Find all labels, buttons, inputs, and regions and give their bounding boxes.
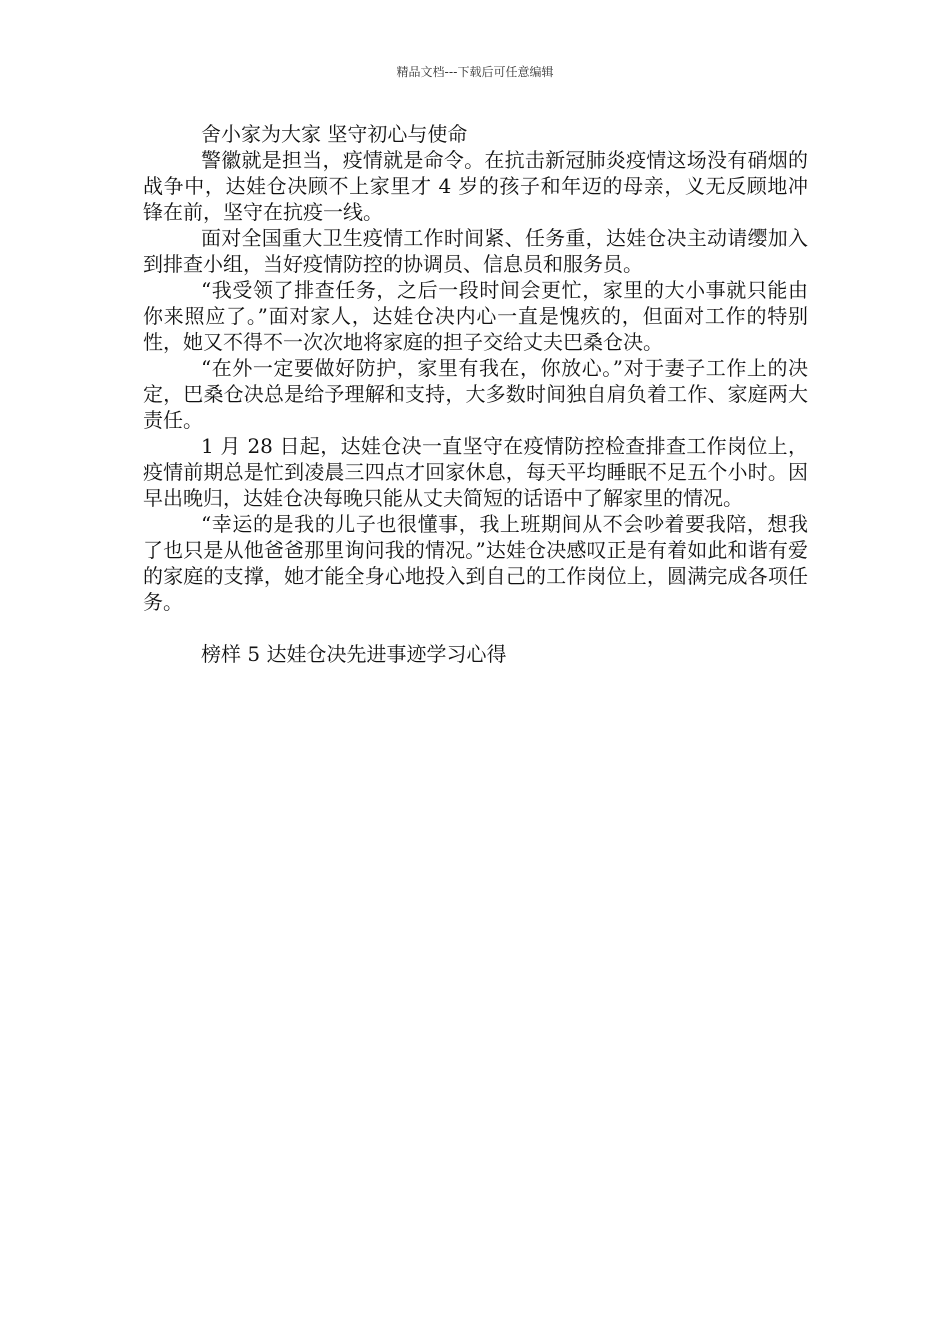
article-paragraph-1: 警徽就是担当，疫情就是命令。在抗击新冠肺炎疫情这场没有硝烟的战争中，达娃仓决顾不上家里才 4 岁的孩子和年迈的母亲，义无反顾地冲锋在前，坚守在抗疫一线。	[143, 148, 808, 224]
article-paragraph-5: 1 月 28 日起，达娃仓决一直坚守在疫情防控检查排查工作岗位上，疫情前期总是忙到凌晨三四点才回家休息，每天平均睡眠不足五个小时。因早出晚归，达娃仓决每晚只能从丈夫简短的话语中了解家里的情况。	[143, 434, 808, 510]
article-paragraph-3: “我受领了排查任务，之后一段时间会更忙，家里的大小事就只能由你来照应了。”面对家人，达娃仓决内心一直是愧疚的，但面对工作的特别性，她又不得不一次次地将家庭的担子交给丈夫巴桑仓决。	[143, 278, 808, 354]
page-header: 精品文档---下载后可任意编辑	[396, 65, 554, 79]
section-spacer	[143, 615, 808, 641]
article-paragraph-6: “幸运的是我的儿子也很懂事，我上班期间从不会吵着要我陪，想我了也只是从他爸爸那里询问我的情况。”达娃仓决感叹正是有着如此和谐有爱的家庭的支撑，她才能全身心地投入到自己的工作岗位上，圆满完成各项任务。	[143, 512, 808, 614]
section-heading: 榜样 5 达娃仓决先进事迹学习心得	[201, 642, 507, 666]
article-paragraph-4: “在外一定要做好防护，家里有我在，你放心。”对于妻子工作上的决定，巴桑仓决总是给予理解和支持，大多数时间独自肩负着工作、家庭两大责任。	[143, 356, 808, 432]
article-title: 舍小家为大家 坚守初心与使命	[201, 122, 468, 146]
article-body	[143, 121, 808, 667]
article-paragraph-2: 面对全国重大卫生疫情工作时间紧、任务重，达娃仓决主动请缨加入到排查小组，当好疫情防控的协调员、信息员和服务员。	[143, 226, 808, 276]
